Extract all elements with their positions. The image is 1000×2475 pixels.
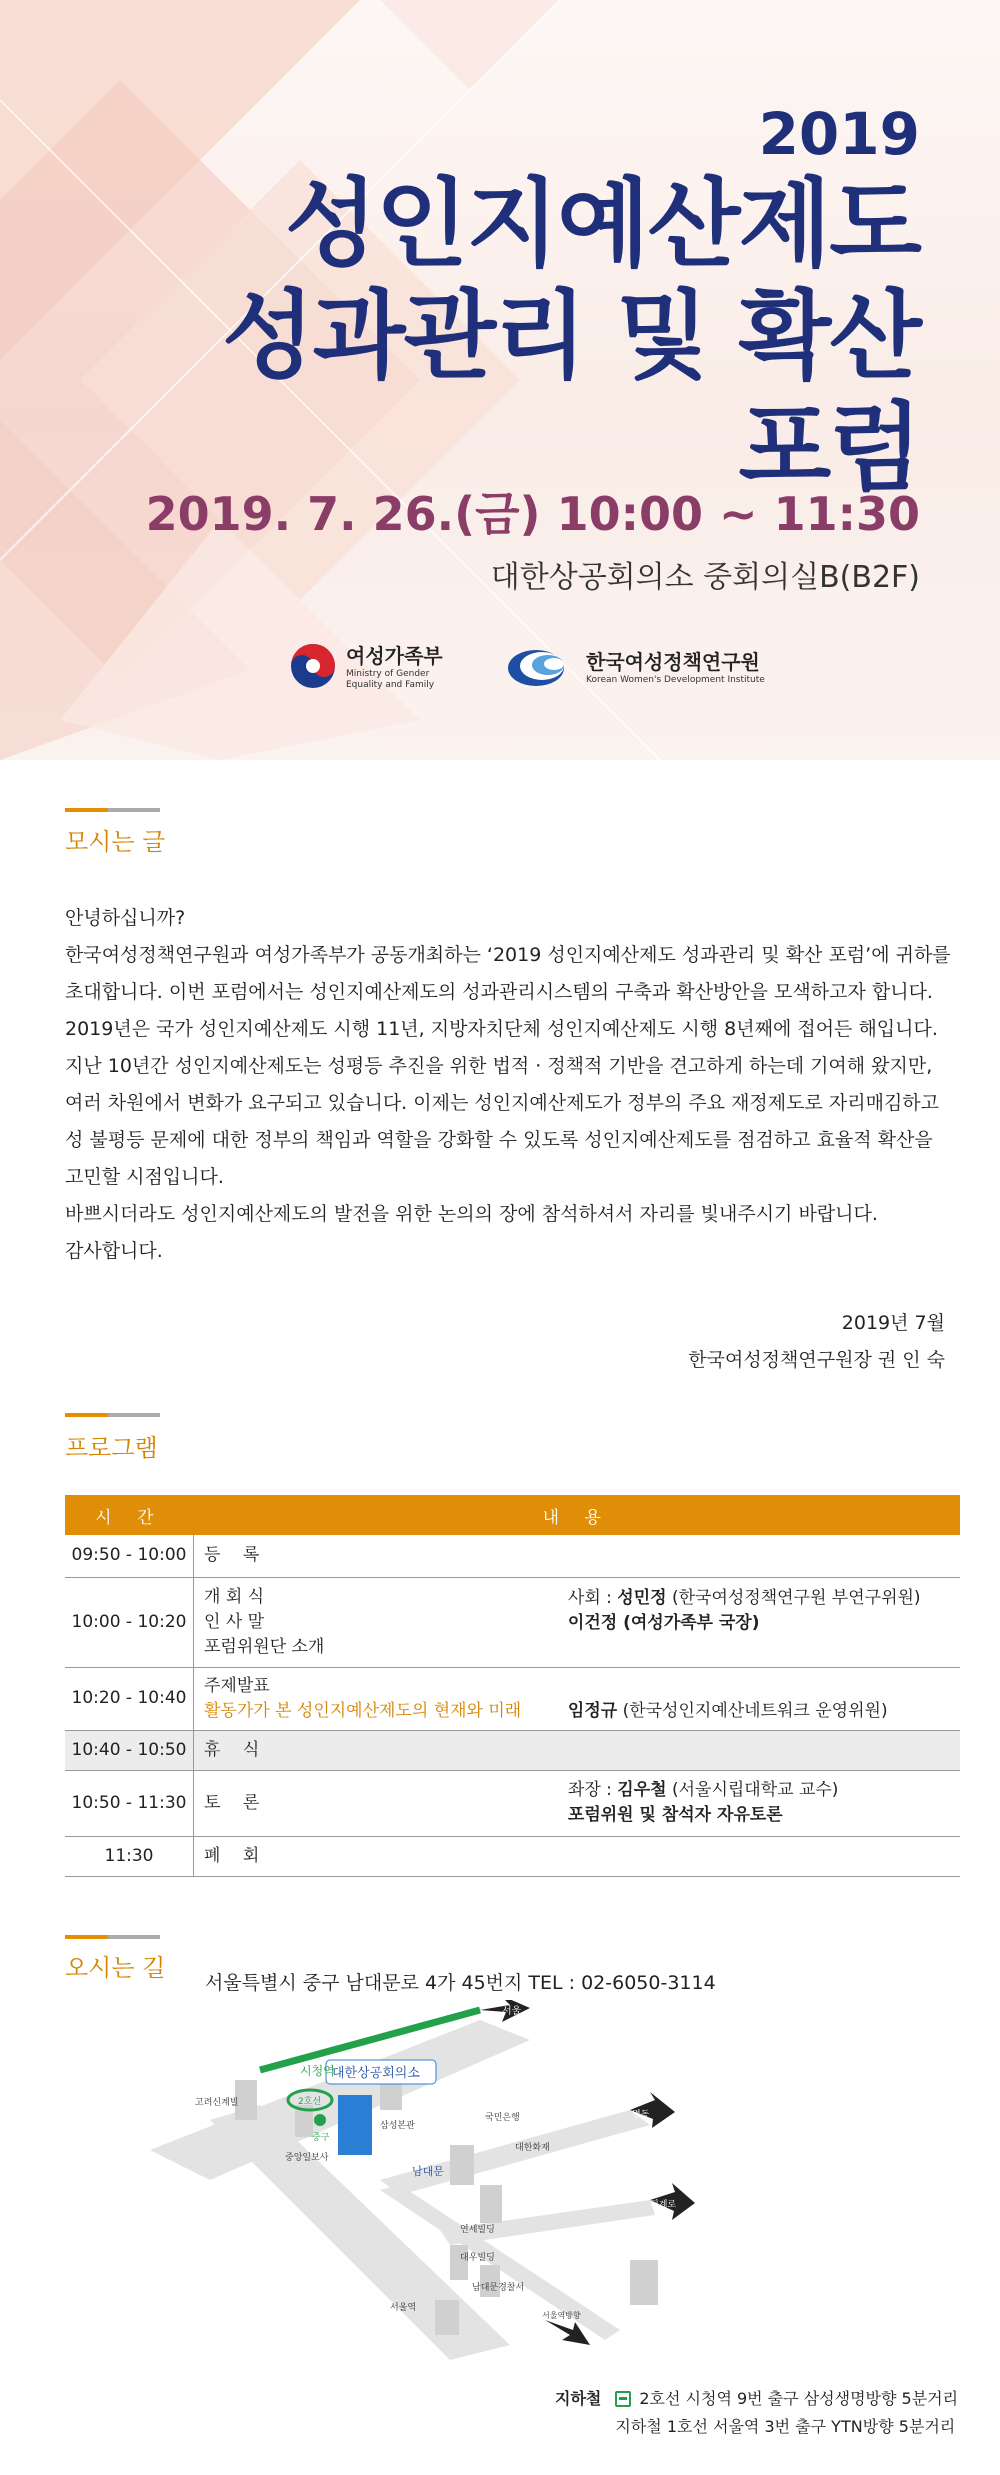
row-item: 토 론: [204, 1792, 260, 1813]
kwdi-english: Korean Women's Development Institute: [586, 674, 765, 685]
subway-route: 2호선 시청역 9번 출구 삼성생명방향 5분거리: [639, 2389, 959, 2408]
venue-address: 서울특별시 중구 남대문로 4가 45번지 TEL : 02-6050-3114: [205, 1972, 716, 1994]
location-map: [150, 2000, 870, 2370]
section-divider: [65, 1935, 160, 1939]
table-row: [65, 1730, 960, 1770]
section-divider: [65, 808, 160, 812]
map-label: 서울역방향: [542, 2311, 581, 2320]
program-heading: 프로그램: [65, 1434, 158, 1462]
organizer-logos: [290, 640, 765, 691]
time-column-header: 시 간: [65, 1495, 194, 1535]
event-venue: 대한상공회의소 중회의실B(B2F): [490, 560, 920, 595]
row-time: 09:50 - 10:00: [65, 1535, 194, 1577]
row-items: [194, 1577, 558, 1667]
row-items: [194, 1535, 558, 1577]
presentation-title: 활동가가 본 성인지예산제도의 현재와 미래: [204, 1700, 522, 1721]
signer: 한국여성정책연구원장 권 인 숙: [688, 1349, 945, 1371]
row-item: 휴 식: [204, 1739, 260, 1760]
row-items: [194, 1730, 558, 1770]
row-time: 10:00 - 10:20: [65, 1577, 194, 1667]
table-row: [65, 1535, 960, 1577]
row-item: 개 회 식: [204, 1586, 265, 1607]
map-label: 퇴계로: [650, 2200, 677, 2210]
event-year: 2019: [758, 100, 920, 168]
person-name: 임정규: [567, 1700, 618, 1721]
content-column-header: 내 용: [194, 1495, 961, 1535]
event-title: [222, 168, 920, 504]
map-label: 시청역: [300, 2064, 335, 2078]
person-second: 이건정 (여성가족부 국장): [567, 1612, 760, 1633]
person-label: 좌장 :: [567, 1780, 618, 1800]
map-label: 연세빌딩: [460, 2225, 495, 2235]
building-icon: [450, 2145, 474, 2185]
ministry-logo: [290, 640, 456, 691]
subway-directions: [555, 2385, 958, 2441]
person-affiliation: (한국성인지예산네트워크 운영위원): [617, 1700, 888, 1721]
map-label: 서울: [502, 2006, 522, 2017]
map-label: 중구: [312, 2133, 330, 2143]
row-items: [194, 1836, 558, 1876]
kwdi-name: 한국여성정책연구원: [586, 649, 760, 674]
row-person: [558, 1770, 960, 1836]
building-icon: [480, 2185, 502, 2223]
map-label: 대한화재: [515, 2143, 550, 2153]
map-label: 대우빌딩: [460, 2253, 495, 2263]
table-row: [65, 1577, 960, 1667]
row-time: 10:20 - 10:40: [65, 1667, 194, 1730]
invitation-letter: [65, 900, 955, 1270]
person-second: 포럼위원 및 참석자 자유토론: [567, 1805, 783, 1825]
person-label: 사회 :: [567, 1587, 618, 1608]
person-affiliation: (서울시립대학교 교수): [666, 1780, 839, 1800]
taegeuk-icon: [290, 643, 336, 689]
row-person: [558, 1836, 960, 1876]
map-label: 국민은행: [485, 2113, 520, 2123]
kwdi-emblem-icon: [506, 644, 576, 688]
map-label: 삼성본관: [380, 2121, 415, 2131]
table-row: [65, 1836, 960, 1876]
row-time: 10:50 - 11:30: [65, 1770, 194, 1836]
person-affiliation: (한국여성정책연구원 부연구위원): [666, 1587, 921, 1608]
map-label: 남대문: [412, 2165, 444, 2178]
subway-icon: [615, 2391, 631, 2407]
title-line: 성인지예산제도: [284, 168, 920, 280]
ministry-name: 여성가족부: [346, 644, 443, 668]
row-person: [558, 1535, 960, 1577]
map-label: 중앙일보사: [285, 2153, 329, 2163]
row-item: 주제발표: [204, 1675, 270, 1696]
map-label: 고려신계빌: [195, 2098, 239, 2108]
row-item: 등 록: [204, 1545, 260, 1566]
row-items: [194, 1667, 558, 1730]
row-items: [194, 1770, 558, 1836]
section-divider: [65, 1413, 160, 1417]
letter-paragraph: 2019년은 국가 성인지예산제도 시행 11년, 지방자치단체 성인지예산제도 시행 8년째에 접어든 해입니다. 지난 10년간 성인지예산제도는 성평등 추진을 위한 법적 · 정책적 기반을 견고하게 하는데 기여해 왔지만, 여러 차원에서 변화가 요구되고 있습니다. 이제는 성인지예산제도가 정부의 주요 재정제도로 자리매김하고 성 불평등 문제에 대한 정부의 책임과 역할을 강화할 수 있도록 성인지예산제도를 점검하고 효율적 확산을 고민할 시점입니다.: [65, 1018, 940, 1188]
row-person: [558, 1577, 960, 1667]
subway-label: 지하철: [555, 2389, 602, 2408]
row-time: 10:40 - 10:50: [65, 1730, 194, 1770]
program-table: [65, 1495, 960, 1877]
person-name: 성민정: [617, 1587, 667, 1608]
table-row: [65, 1770, 960, 1836]
exit-icon: [314, 2114, 326, 2126]
map-label: 명동: [632, 2110, 650, 2120]
building-icon: [630, 2260, 658, 2305]
kwdi-logo: [506, 644, 765, 688]
row-time: 11:30: [65, 1836, 194, 1876]
event-date: 2019. 7. 26.(금) 10:00 ~ 11:30: [145, 487, 920, 541]
ministry-english: Ministry of Gender Equality and Family: [346, 669, 435, 690]
directions-heading: 오시는 길: [65, 1954, 166, 1982]
letter-paragraph: 감사합니다.: [65, 1240, 163, 1262]
invitation-heading: 모시는 글: [65, 828, 166, 856]
row-person: [558, 1667, 960, 1730]
letter-paragraph: 바쁘시더라도 성인지예산제도의 발전을 위한 논의의 장에 참석하셔서 자리를 빛내주시기 바랍니다.: [65, 1203, 878, 1225]
map-label: 2호선: [298, 2097, 322, 2107]
row-item: 포럼위원단 소개: [204, 1636, 325, 1657]
letter-signature: [688, 1305, 945, 1379]
letter-date: 2019년 7월: [841, 1312, 945, 1334]
person-name: 김우철: [617, 1780, 667, 1800]
title-line: 포럼: [738, 392, 920, 504]
subway-route: 지하철 1호선 서울역 3번 출구 YTN방향 5분거리: [615, 2417, 956, 2436]
letter-paragraph: 안녕하십니까?: [65, 907, 186, 929]
venue-label: 대한상공회의소: [332, 2066, 420, 2081]
letter-paragraph: 한국여성정책연구원과 여성가족부가 공동개최하는 ‘2019 성인지예산제도 성과관리 및 확산 포럼’에 귀하를 초대합니다. 이번 포럼에서는 성인지예산제도의 성과관리시스템의 구축과 확산방안을 모색하고자 합니다.: [65, 944, 951, 1003]
map-label: 서울역: [390, 2303, 417, 2313]
building-icon: [435, 2300, 459, 2335]
title-line: 성과관리 및 확산: [222, 280, 920, 392]
row-item: 인 사 말: [204, 1611, 265, 1632]
map-label: 남대문경찰서: [472, 2283, 525, 2293]
row-item: 폐 회: [204, 1845, 260, 1866]
table-row: [65, 1667, 960, 1730]
row-person: [558, 1730, 960, 1770]
hero-banner: [0, 0, 1000, 760]
venue-building-icon: [338, 2095, 372, 2155]
